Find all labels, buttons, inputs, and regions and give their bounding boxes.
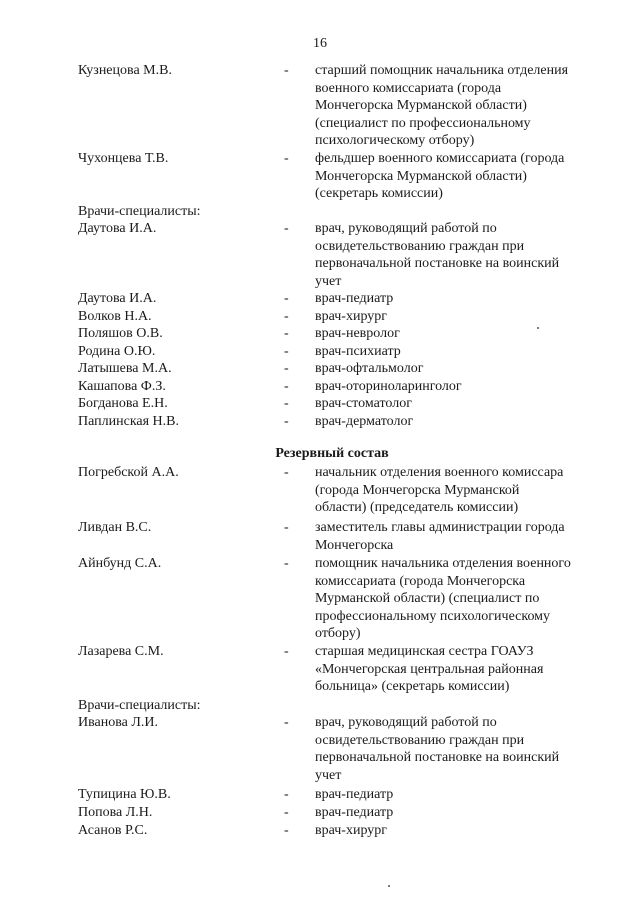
person-name: Даутова И.А. (78, 291, 157, 306)
position-line: врач-педиатр (315, 805, 394, 820)
position-line: первоначальной постановке на воинский (315, 256, 560, 271)
position-line: врач-хирург (315, 823, 388, 838)
person-name: Паплинская Н.В. (78, 414, 180, 429)
dash-separator: - (284, 823, 289, 838)
position-line: Мончегорска Мурманской области) (315, 98, 527, 113)
position-line: Мурманской области) (специалист по (315, 591, 540, 606)
person-name: Родина О.Ю. (78, 344, 156, 359)
position-description (315, 308, 620, 326)
position-description (315, 786, 620, 804)
position-line: врач-стоматолог (315, 396, 412, 411)
position-line: врач-педиатр (315, 787, 394, 802)
position-description (315, 555, 620, 643)
position-description (315, 804, 620, 822)
position-description (315, 714, 620, 784)
dash-separator: - (284, 344, 289, 359)
person-name: Кашапова Ф.З. (78, 379, 166, 394)
position-line: врач-психиатр (315, 344, 401, 359)
position-line: «Мончегорская центральная районная (315, 661, 544, 677)
position-line: (города Мончегорска Мурманской (315, 482, 520, 498)
position-description (315, 519, 620, 554)
position-line: учет (315, 273, 342, 289)
position-line: учет (315, 767, 342, 783)
position-line: старший помощник начальника отделения (315, 63, 569, 78)
dash-separator: - (284, 520, 289, 535)
person-name: Иванова Л.И. (78, 715, 158, 730)
person-name: Лазарева С.М. (78, 644, 164, 659)
dash-separator: - (284, 361, 289, 376)
scan-speck (388, 885, 390, 887)
position-line: первоначальной постановке на воинский (315, 750, 560, 765)
position-line: больница» (секретарь комиссии) (315, 679, 510, 694)
reserve-specialists-heading: Врачи-специалисты: (78, 698, 201, 713)
position-line: врач-хирург (315, 309, 388, 324)
reserve-section-title: Резервный состав (275, 446, 389, 461)
position-line: врач, руководящий работой по (315, 221, 497, 236)
position-description (315, 413, 620, 431)
person-name: Волков Н.А. (78, 309, 152, 324)
position-line: врач-офтальмолог (315, 361, 424, 376)
page-number: 16 (313, 36, 327, 51)
position-line: врач-дерматолог (315, 414, 414, 429)
position-line: комиссариата (города Мончегорска (315, 573, 526, 589)
position-line: психологическому отбору) (315, 133, 475, 148)
dash-separator: - (284, 787, 289, 802)
dash-separator: - (284, 556, 289, 571)
person-name: Попова Л.Н. (78, 805, 153, 820)
dash-separator: - (284, 326, 289, 341)
dash-separator: - (284, 715, 289, 730)
position-line: (секретарь комиссии) (315, 186, 443, 201)
position-description (315, 150, 620, 203)
position-line: освидетельствованию граждан при (315, 238, 525, 254)
position-description (315, 378, 620, 396)
dash-separator: - (284, 414, 289, 429)
person-name: Тупицина Ю.В. (78, 787, 171, 802)
position-line: области) (председатель комиссии) (315, 500, 519, 515)
position-description (315, 220, 620, 290)
position-description (315, 395, 620, 413)
position-line: Мончегорска Мурманской области) (315, 168, 527, 184)
position-line: врач-невролог (315, 326, 400, 341)
position-description (315, 343, 620, 361)
position-line: (специалист по профессиональному (315, 115, 531, 131)
person-name: Чухонцева Т.В. (78, 151, 169, 166)
position-line: врач-педиатр (315, 291, 394, 306)
dash-separator: - (284, 291, 289, 306)
position-line: начальник отделения военного комиссара (315, 465, 564, 480)
position-description (315, 62, 620, 150)
position-description (315, 325, 620, 343)
person-name: Кузнецова М.В. (78, 63, 172, 78)
position-line: врач-оториноларинголог (315, 379, 462, 394)
position-line: старшая медицинская сестра ГОАУЗ (315, 644, 534, 659)
person-name: Богданова Е.Н. (78, 396, 168, 411)
position-description (315, 360, 620, 378)
dash-separator: - (284, 465, 289, 480)
dash-separator: - (284, 644, 289, 659)
position-line: военного комиссариата (города (315, 80, 502, 96)
dash-separator: - (284, 379, 289, 394)
dash-separator: - (284, 221, 289, 236)
position-line: помощник начальника отделения военного (315, 556, 571, 571)
position-line: заместитель главы администрации города (315, 520, 565, 535)
dash-separator: - (284, 805, 289, 820)
position-line: освидетельствованию граждан при (315, 732, 525, 748)
specialists-heading: Врачи-специалисты: (78, 204, 201, 219)
person-name: Даутова И.А. (78, 221, 157, 236)
dash-separator: - (284, 63, 289, 78)
person-name: Айнбунд С.А. (78, 556, 162, 571)
person-name: Асанов Р.С. (78, 823, 148, 838)
person-name: Поляшов О.В. (78, 326, 163, 341)
person-name: Латышева М.А. (78, 361, 172, 376)
position-line: отбору) (315, 626, 361, 641)
position-description (315, 290, 620, 308)
position-description (315, 464, 620, 517)
position-line: фельдшер военного комиссариата (города (315, 151, 565, 166)
position-description (315, 822, 620, 840)
position-line: профессиональному психологическому (315, 608, 551, 624)
dash-separator: - (284, 309, 289, 324)
person-name: Погребской А.А. (78, 465, 179, 480)
position-line: врач, руководящий работой по (315, 715, 497, 730)
position-description (315, 643, 620, 696)
person-name: Ливдан В.С. (78, 520, 152, 535)
dash-separator: - (284, 151, 289, 166)
position-line: Мончегорска (315, 537, 394, 553)
dash-separator: - (284, 396, 289, 411)
scan-speck (537, 327, 539, 329)
